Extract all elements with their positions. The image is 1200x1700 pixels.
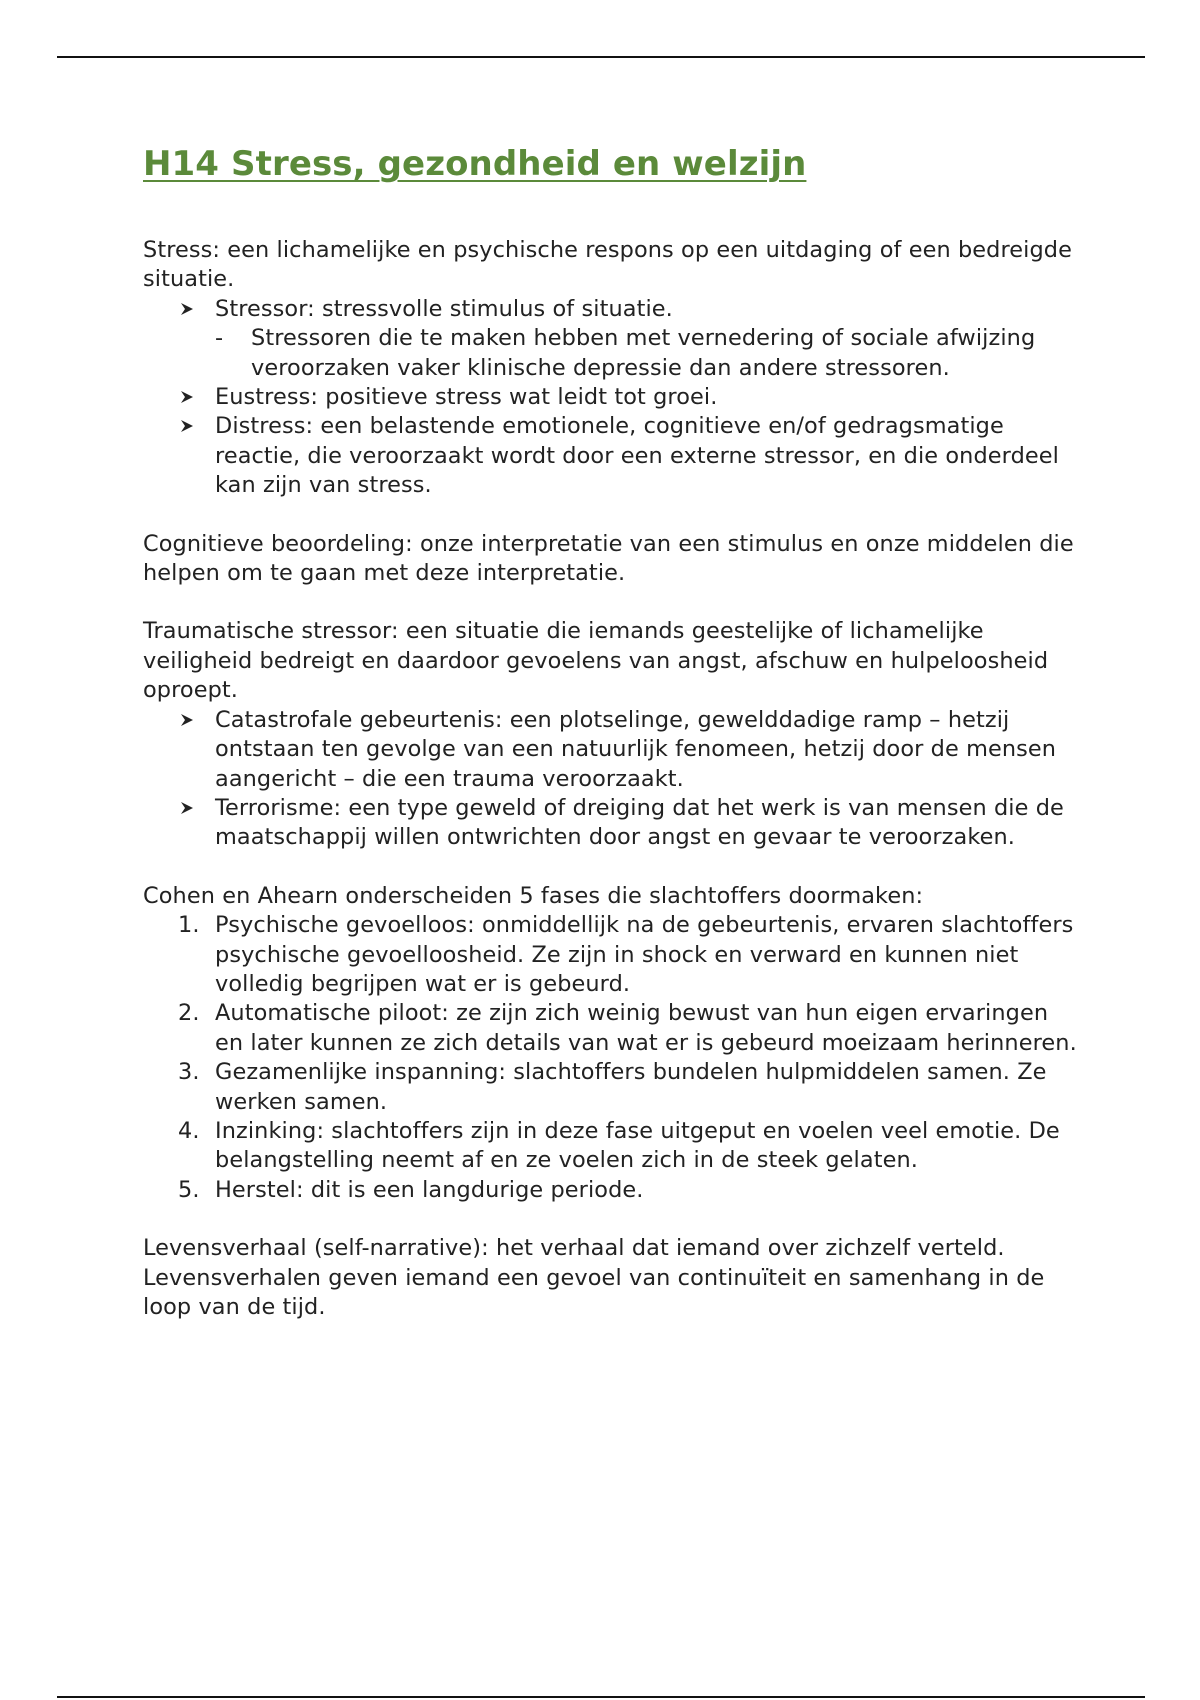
sub-list-item <box>215 324 1083 383</box>
list-number: 3. <box>178 1059 200 1086</box>
cognitive-definition: Cognitieve beoordeling: onze interpretatie van een stimulus en onze middelen die helpen om te gaan met deze interpretatie. <box>143 530 1074 587</box>
list-item <box>143 295 1083 383</box>
list-item <box>143 706 1083 794</box>
section-self-narrative <box>143 1234 1083 1322</box>
arrow-bullet-icon <box>179 706 209 736</box>
arrow-bullet-icon <box>179 412 209 442</box>
list-item-text: Stressor: stressvolle stimulus of situatie. <box>215 295 673 322</box>
arrow-bullet-icon <box>179 383 209 413</box>
section-cognitive <box>143 530 1083 589</box>
section-stress <box>143 236 1083 501</box>
self-narrative-definition: Levensverhaal (self-narrative): het verhaal dat iemand over zichzelf verteld. Levensverhalen geven iemand een gevoel van continuïteit en samenhang in de loop van de tijd. <box>143 1235 1045 1320</box>
list-item <box>143 911 1083 999</box>
sub-list <box>215 324 1083 383</box>
section-trauma <box>143 617 1083 852</box>
phases-intro: Cohen en Ahearn onderscheiden 5 fases die slachtoffers doormaken: <box>143 882 924 909</box>
list-item-text: Eustress: positieve stress wat leidt tot groei. <box>215 384 718 411</box>
list-number: 2. <box>178 1000 200 1027</box>
list-item <box>143 1117 1083 1176</box>
phases-list <box>143 911 1083 1205</box>
list-item-text: Distress: een belastende emotionele, cognitieve en/of gedragsmatige reactie, die veroorzaakt wordt door een externe stressor, en die onderdeel kan zijn van stress. <box>215 413 1059 499</box>
arrow-bullet-icon <box>179 794 209 824</box>
list-item <box>143 412 1083 500</box>
list-item-text: Inzinking: slachtoffers zijn in deze fase uitgeput en voelen veel emotie. De belangstelling neemt af en ze voelen zich in de steek gelaten. <box>215 1117 1060 1174</box>
document-body <box>143 140 1083 1351</box>
stress-list <box>143 295 1083 501</box>
list-item-text: Herstel: dit is een langdurige periode. <box>215 1176 644 1203</box>
list-item-text: Catastrofale gebeurtenis: een plotselinge, gewelddadige ramp – hetzij ontstaan ten gevolge van een natuurlijk fenomeen, hetzij door de mensen aangericht – die een trauma veroorzaakt. <box>215 706 1057 792</box>
dash-bullet: - <box>215 325 224 352</box>
list-item <box>143 999 1083 1058</box>
stress-definition: Stress: een lichamelijke en psychische respons op een uitdaging of een bedreigde situatie. <box>143 237 1072 293</box>
list-item <box>143 383 1083 412</box>
section-phases <box>143 882 1083 1205</box>
page-title: H14 Stress, gezondheid en welzijn <box>143 144 807 184</box>
list-item <box>143 1176 1083 1205</box>
trauma-list <box>143 706 1083 853</box>
list-item-text: Psychische gevoelloos: onmiddellijk na de gebeurtenis, ervaren slachtoffers psychische gevoelloosheid. Ze zijn in shock en verward en kunnen niet volledig begrijpen wat er is gebeurd. <box>215 912 1074 997</box>
header-rule <box>57 56 1145 58</box>
list-item-text: Terrorisme: een type geweld of dreiging dat het werk is van mensen die de maatschappij willen ontwrichten door angst en gevaar te veroorzaken. <box>215 794 1064 851</box>
sub-list-item-text: Stressoren die te maken hebben met vernedering of sociale afwijzing veroorzaken vaker klinische depressie dan andere stressoren. <box>251 325 1036 381</box>
list-item-text: Automatische piloot: ze zijn zich weinig bewust van hun eigen ervaringen en later kunnen ze zich details van wat er is gebeurd moeizaam herinneren. <box>215 1000 1077 1056</box>
list-number: 4. <box>178 1117 200 1144</box>
list-item-text: Gezamenlijke inspanning: slachtoffers bundelen hulpmiddelen samen. Ze werken samen. <box>215 1059 1047 1115</box>
list-item <box>143 1058 1083 1117</box>
footer-rule <box>57 1696 1145 1698</box>
arrow-bullet-icon <box>179 295 209 325</box>
list-item <box>143 794 1083 853</box>
trauma-definition: Traumatische stressor: een situatie die iemands geestelijke of lichamelijke veiligheid bedreigt en daardoor gevoelens van angst, afschuw en hulpeloosheid oproept. <box>143 618 1049 704</box>
list-number: 1. <box>178 912 200 939</box>
list-number: 5. <box>178 1176 200 1203</box>
